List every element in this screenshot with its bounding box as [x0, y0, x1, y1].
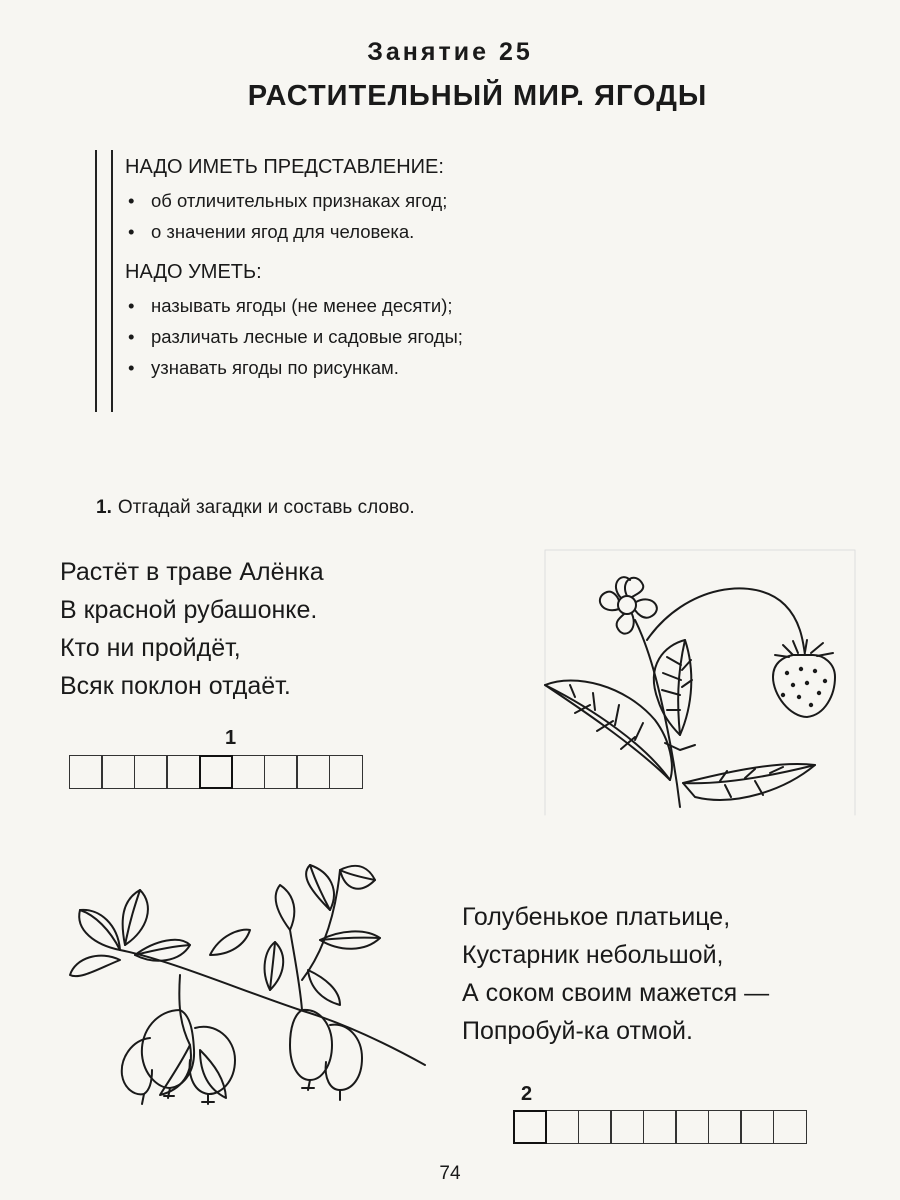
lesson-number: Занятие 25 — [367, 38, 533, 66]
answer-cell-key[interactable] — [199, 755, 233, 789]
answer-index-2: 2 — [521, 1083, 533, 1105]
riddle-2-text — [462, 898, 769, 1050]
riddle-line: Голубенькое платьице, — [462, 903, 731, 931]
answer-cell[interactable] — [264, 755, 298, 789]
honeysuckle-branch-drawing — [40, 850, 430, 1120]
answer-cell[interactable] — [773, 1110, 807, 1144]
bullet-icon: • — [128, 221, 135, 242]
answer-cell[interactable] — [101, 755, 135, 789]
page-number: 74 — [439, 1163, 461, 1184]
answer-grid-2 — [514, 1110, 807, 1144]
lesson-title: РАСТИТЕЛЬНЫЙ МИР. ЯГОДЫ — [247, 80, 708, 112]
bullet-icon: • — [128, 357, 135, 378]
answer-cell[interactable] — [578, 1110, 612, 1144]
answer-cell[interactable] — [329, 755, 363, 789]
know-heading: НАДО ИМЕТЬ ПРЕДСТАВЛЕНИЕ: — [125, 156, 444, 178]
answer-cell[interactable] — [643, 1110, 677, 1144]
task-heading — [96, 497, 415, 519]
answer-cell[interactable] — [69, 755, 103, 789]
riddle-line: А соком своим мажется — — [462, 979, 770, 1007]
requirements-box — [95, 150, 615, 412]
answer-cell-key[interactable] — [513, 1110, 547, 1144]
list-item: • о значении ягод для человека. — [125, 216, 463, 247]
answer-cell[interactable] — [134, 755, 168, 789]
riddle-line: В красной рубашонке. — [60, 596, 318, 624]
answer-cell[interactable] — [231, 755, 265, 789]
riddle-line: Кустарник небольшой, — [462, 941, 724, 969]
answer-cell[interactable] — [610, 1110, 644, 1144]
answer-cell[interactable] — [166, 755, 200, 789]
riddle-line: Растёт в траве Алёнка — [60, 558, 324, 586]
bullet-icon: • — [128, 190, 135, 211]
list-item: • называть ягоды (не менее десяти); — [125, 290, 463, 321]
task-text: Отгадай загадки и составь слово. — [117, 497, 415, 518]
bullet-icon: • — [128, 295, 135, 316]
strawberry-plant-drawing — [535, 545, 865, 820]
bullet-icon: • — [128, 326, 135, 347]
task-number: 1. — [96, 497, 112, 518]
riddle-1-text — [60, 553, 324, 705]
answer-cell[interactable] — [708, 1110, 742, 1144]
answer-cell[interactable] — [296, 755, 330, 789]
riddle-line: Кто ни пройдёт, — [60, 634, 241, 662]
skills-heading: НАДО УМЕТЬ: — [125, 261, 262, 283]
list-item: • об отличительных признаках ягод; — [125, 185, 463, 216]
answer-cell[interactable] — [545, 1110, 579, 1144]
answer-cell[interactable] — [675, 1110, 709, 1144]
list-item: • узнавать ягоды по рисункам. — [125, 352, 463, 383]
answer-index-1: 1 — [225, 727, 237, 749]
riddle-line: Всяк поклон отдаёт. — [60, 672, 291, 700]
know-list — [125, 185, 463, 247]
answer-grid-1 — [70, 755, 363, 789]
answer-cell[interactable] — [740, 1110, 774, 1144]
skills-list — [125, 290, 463, 383]
list-item: • различать лесные и садовые ягоды; — [125, 321, 463, 352]
requirements-side-bars — [95, 150, 113, 412]
riddle-line: Попробуй-ка отмой. — [462, 1017, 693, 1045]
